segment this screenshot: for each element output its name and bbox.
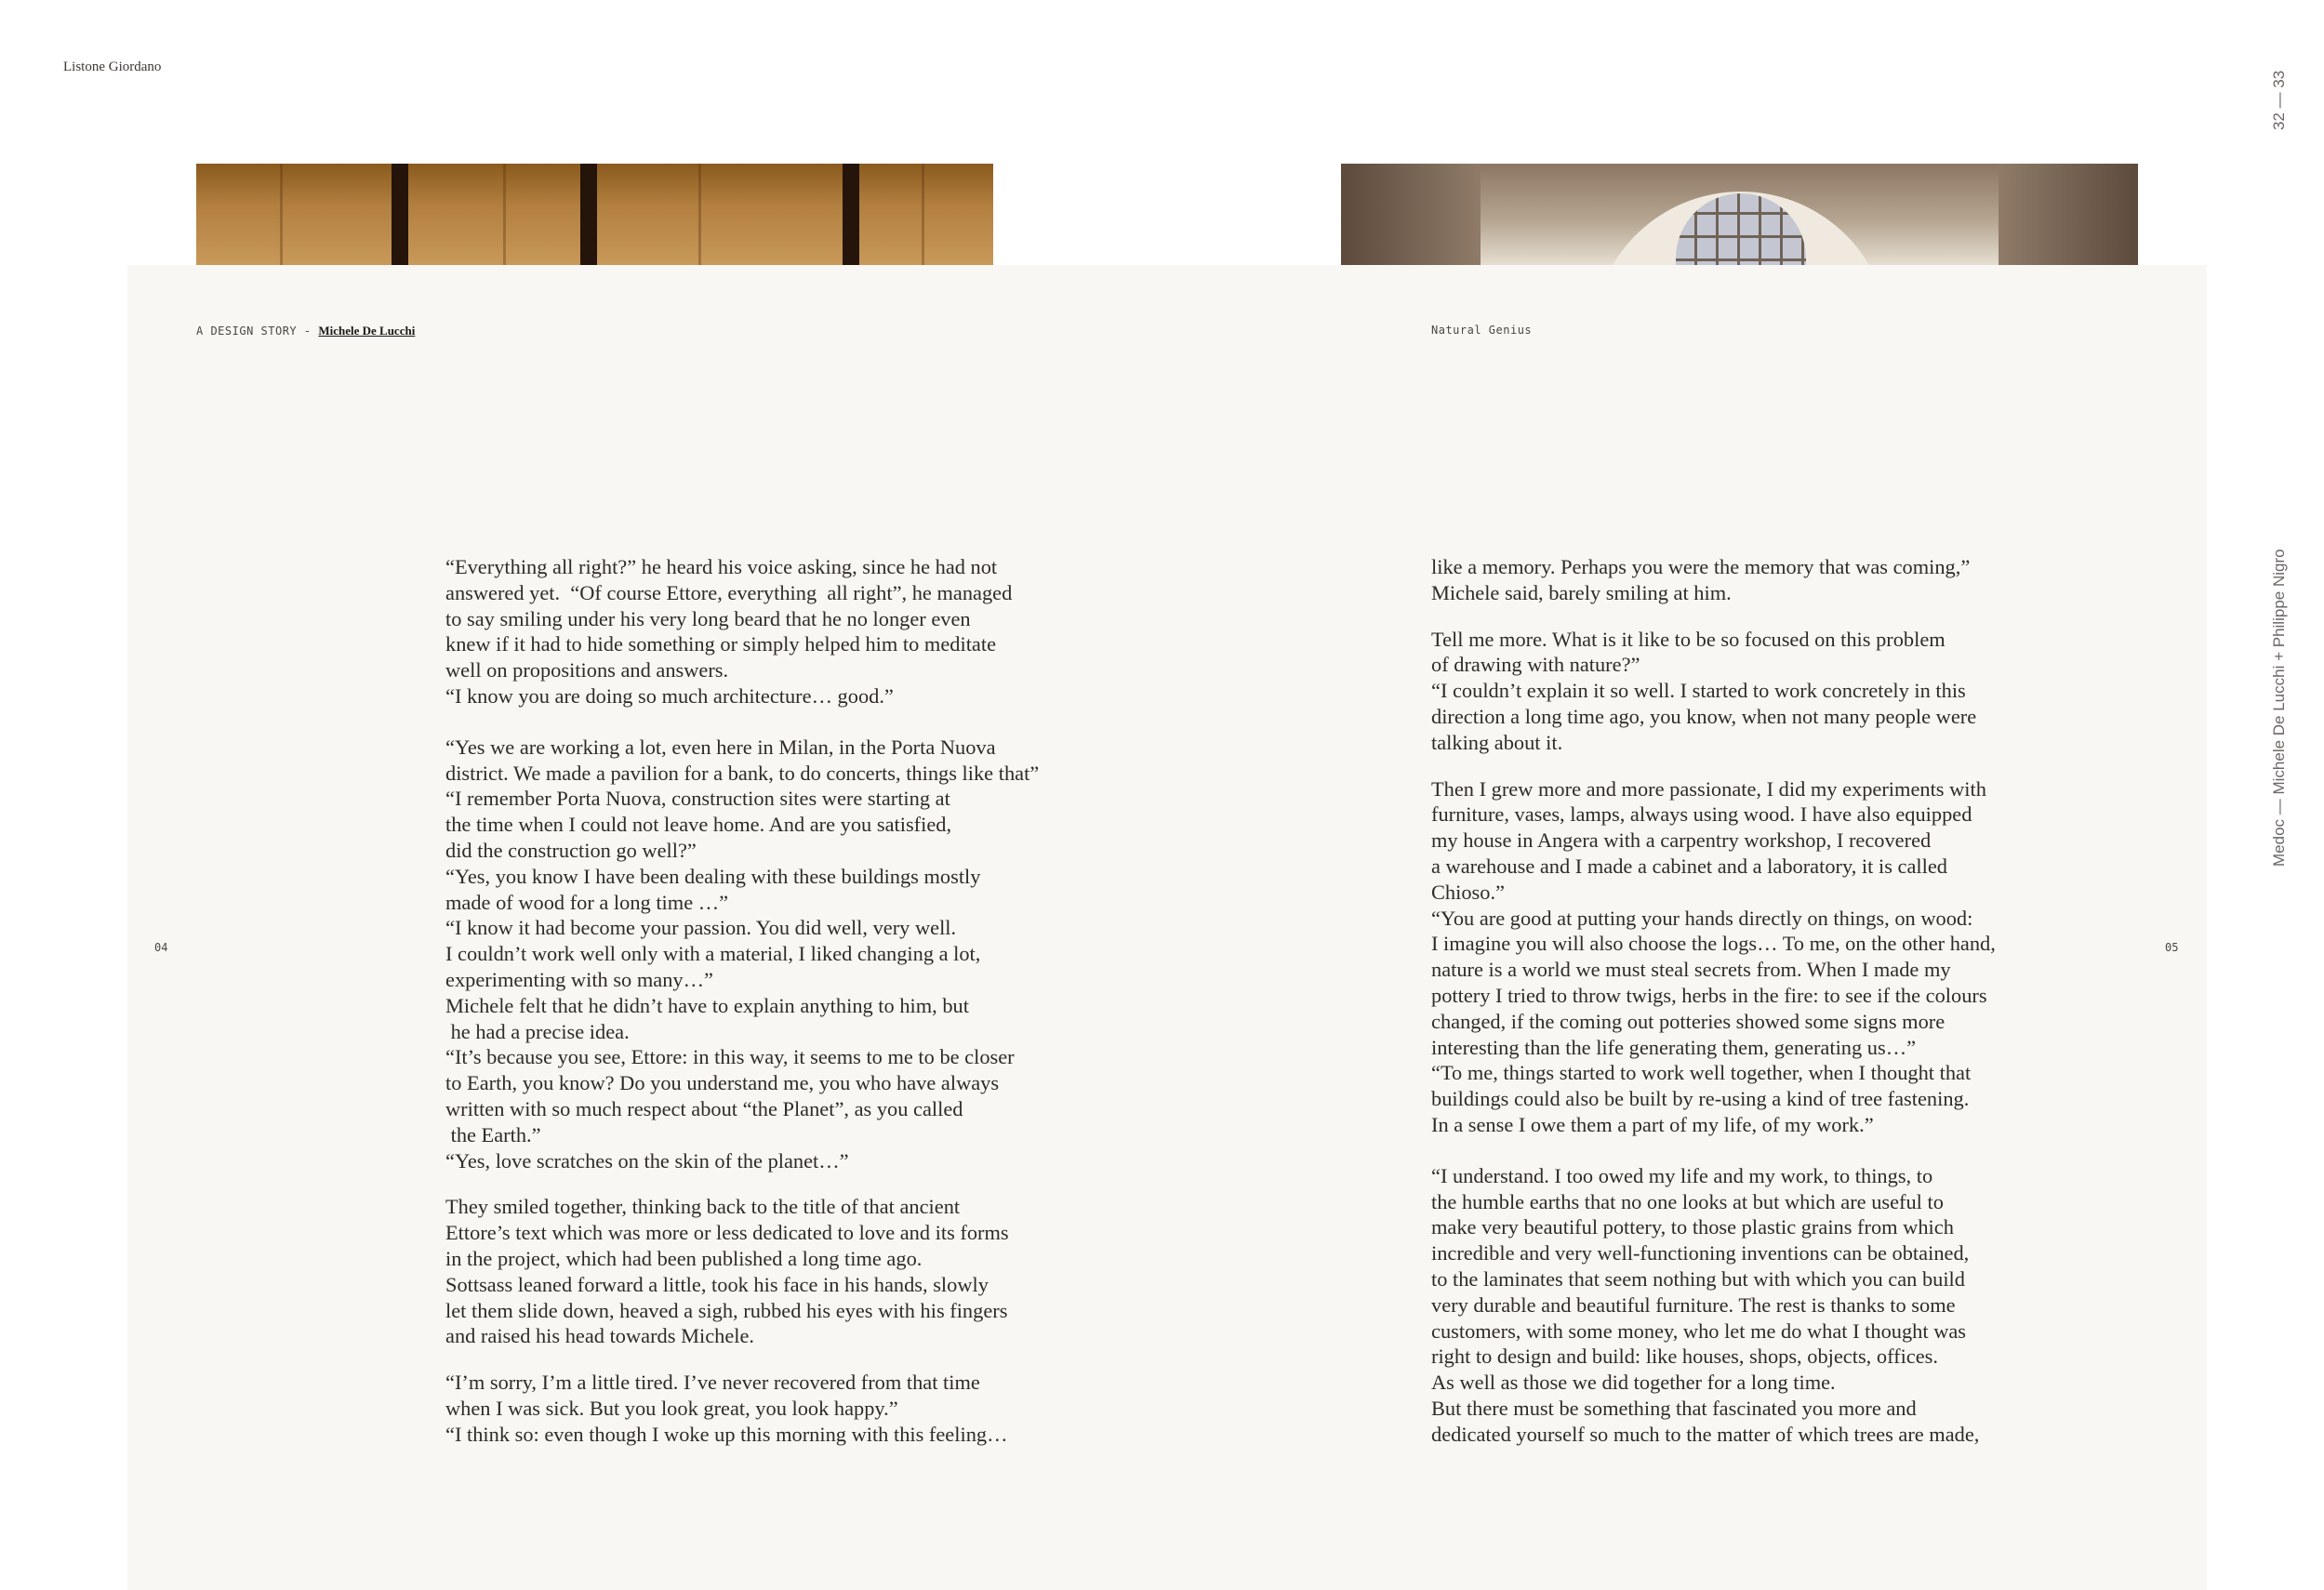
paragraph: “Everything all right?” he heard his voice asking, since he had not answered yet. “Of course Ettore, everything all right”, he managed to say smiling under his very long beard that he no longer even knew if it had to hide something or simply helped him to meditate well on propositions and answers. “I know you are doing so much architecture… good.”: [445, 555, 1013, 708]
paragraph: “I understand. I too owed my life and my work, to things, to the humble earths that no one looks at but which are useful to make very beautiful pottery, to those plastic grains from which incredible and very well-functioning inventions can be obtained, to the laminates that seem nothing but with which you can build very durable and beautiful furniture. The rest is thanks to some customers, with some money, who let me do what I thought was right to design and build: like houses, shops, objects, offices. As well as those we did together for a long time. But there must be something that fascinated you more and dedicated yourself so much to the matter of which trees are made,: [1431, 1163, 1980, 1446]
paragraph: “I’m sorry, I’m a little tired. I’ve never recovered from that time when I was sick. But you look great, you look happy.” “I think so: even though I woke up this morning with this feeling…: [445, 1371, 1008, 1446]
section-kicker-right: Natural Genius: [1431, 324, 1533, 337]
paragraph: They smiled together, thinking back to the title of that ancient Ettore’s text which was more or less dedicated to love and its forms in the project, which had been published a long time ago. Sottsass leaned forward a little, took his face in his hands, slowly let them slide down, heaved a sigh, rubbed his eyes with his fingers and raised his head towards Michele.: [445, 1195, 1009, 1348]
brand-logo-text: Listone Giordano: [63, 60, 162, 74]
plank-gap: [580, 164, 597, 268]
wood-grain: [698, 164, 701, 268]
stone-wall-right: [1999, 164, 2138, 268]
spread-page-range: [2257, 65, 2294, 139]
paragraph: like a memory. Perhaps you were the memory that was coming,” Michele said, barely smiling at him.: [1431, 555, 1971, 604]
section-kicker-left: [196, 324, 415, 338]
stone-wall-left: [1341, 164, 1481, 268]
wood-grain: [280, 164, 283, 268]
side-caption: [2257, 521, 2294, 874]
plank-gap: [843, 164, 859, 268]
paragraph: “Yes we are working a lot, even here in Milan, in the Porta Nuova district. We made a pavilion for a bank, to do concerts, things like that” “I remember Porta Nuova, construction sites were starting at the time when I could not leave home. And are you satisfied, did the construction go well?” “Yes, you know I have been dealing with these buildings mostly made of wood for a long time …” “I know it had become your passion. You did well, very well. I couldn’t work well only with a material, I liked changing a lot, experimenting with so many…” Michele felt that he didn’t have to explain anything to him, but he had a precise idea. “It’s because you see, Ettore: in this way, it seems to me to be closer to Earth, you know? Do you understand me, you who have always written with so much respect about “the Planet”, as you called the Earth.” “Yes, love scratches on the skin of the planet…”: [445, 735, 1040, 1173]
wood-grain: [922, 164, 924, 268]
left-text-column: [445, 554, 1096, 1448]
spread-page-range-text: 32 — 33: [2270, 70, 2288, 130]
arched-interior-photo: [1341, 164, 2138, 268]
author-link[interactable]: Michele De Lucchi: [318, 324, 416, 338]
wood-grain: [503, 164, 506, 268]
paragraph: Then I grew more and more passionate, I did my experiments with furniture, vases, lamps, always using wood. I have also equipped my house in Angera with a carpentry workshop, I recovered a warehouse and I made a cabinet and a laboratory, it is called Chioso.” “You are good at putting your hands directly on things, on wood: I imagine you will also choose the logs… To me, on the other hand, nature is a world we must steal secrets from. When I made my pottery I tried to throw twigs, herbs in the fire: to see if the colours changed, if the coming out potteries showed some signs more interesting than the life generating them, generating us…” “To me, things started to work well together, when I thought that buildings could also be built by re-using a kind of tree fastening. In a sense I owe them a part of my life, of my work.”: [1431, 776, 1996, 1136]
page-number-left: 04: [154, 941, 168, 954]
kicker-prefix: A DESIGN STORY -: [196, 325, 319, 338]
page-number-right: 05: [2165, 941, 2179, 954]
side-caption-text: Medoc — Michele De Lucchi + Philippe Nigro: [2270, 549, 2288, 867]
paragraph: Tell me more. What is it like to be so focused on this problem of drawing with nature?” “I couldn’t explain it so well. I started to work concretely in this direction a long time ago, you know, when not many people were talking about it.: [1431, 627, 1977, 754]
wood-planks-photo: [196, 164, 993, 268]
right-text-column: [1431, 554, 2082, 1448]
plank-gap: [392, 164, 408, 268]
